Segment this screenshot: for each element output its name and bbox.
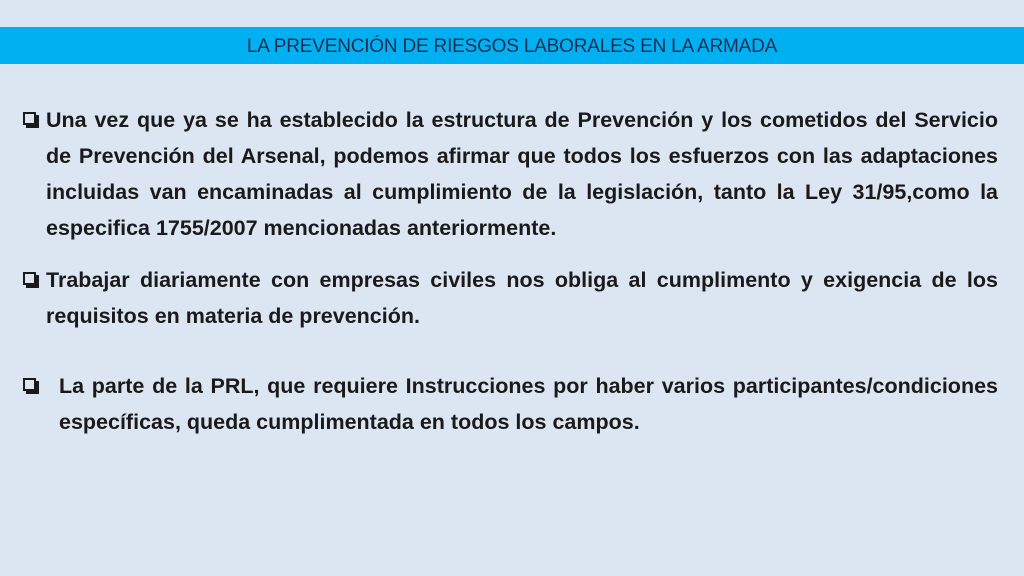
bullet-item-2 [22, 262, 998, 334]
bullet-text-2: Trabajar diariamente con empresas civiles nos obliga al cumplimento y exigencia de los requisitos en materia de prevención. [46, 268, 998, 328]
bullet-list [22, 102, 998, 440]
bullet-text-1: Una vez que ya se ha establecido la estructura de Prevención y los cometidos del Servicio de Prevención del Arsenal, podemos afirmar que todos los esfuerzos con las adaptaciones incluidas van encaminadas al cumplimiento de la legislación, tanto la Ley 31/95,como la especifica 1755/2007 mencionadas anteriormente. [46, 108, 998, 240]
bullet-text-3: La parte de la PRL, que requiere Instrucciones por haber varios participantes/condiciones específicas, queda cumplimentada en todos los campos. [59, 374, 998, 434]
checkbox-square-icon [23, 112, 36, 125]
header-bar [0, 27, 1024, 64]
checkbox-square-icon [23, 378, 36, 391]
checkbox-square-icon [23, 272, 36, 285]
bullet-item-1 [22, 102, 998, 246]
slide-title: LA PREVENCIÓN DE RIESGOS LABORALES EN LA ARMADA [246, 36, 778, 57]
bullet-item-3 [22, 368, 998, 440]
